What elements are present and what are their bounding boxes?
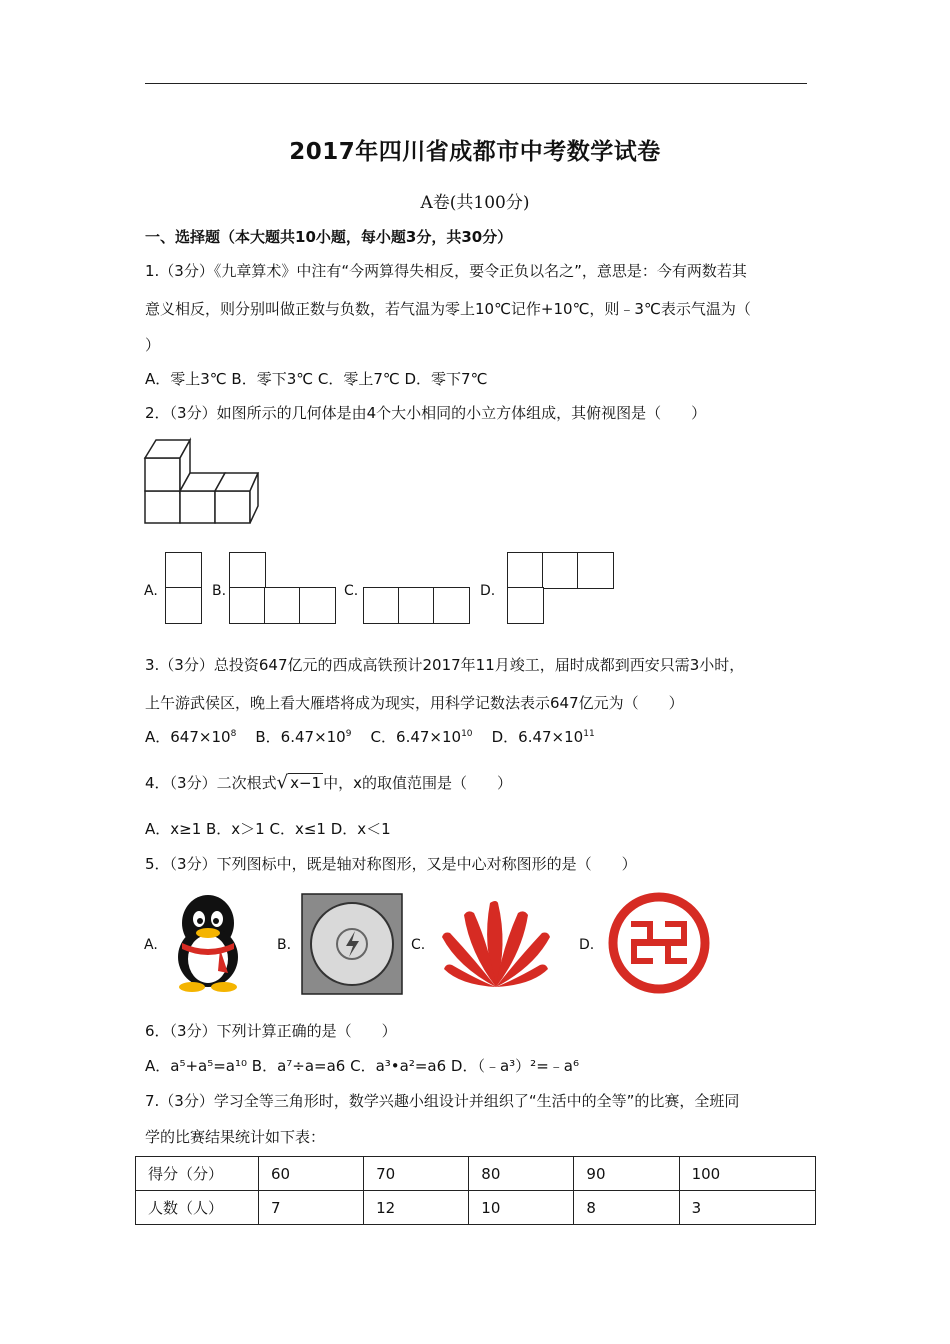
bank-logo-icon xyxy=(607,891,711,995)
q3-option-d-exp: 11 xyxy=(583,729,595,739)
q2-label-d: D. xyxy=(480,583,496,599)
q5-label-a: A. xyxy=(144,937,158,953)
table-cell: 8 xyxy=(574,1191,679,1225)
q3-line2: 上午游武侯区，晚上看大雁塔将成为现实，用科学记数法表示647亿元为（ ） xyxy=(145,694,684,712)
option-d-cell xyxy=(577,552,614,589)
table-cell: 100 xyxy=(679,1157,815,1191)
q3-option-c: C．6.47×10 xyxy=(370,728,462,746)
q4-radicand: x−1 xyxy=(290,774,322,792)
cube-figure-icon xyxy=(140,436,260,528)
q2-text: 2．（3分）如图所示的几何体是由4个大小相同的小立方体组成，其俯视图是（ ） xyxy=(145,404,707,422)
option-c-cell xyxy=(363,587,400,624)
q3-option-b-exp: 9 xyxy=(345,729,352,739)
q6-options: A．a⁵+a⁵=a¹⁰ B．a⁷÷a=a6 C．a³•a²=a6 D．（﹣a³）²=﹣a⁶ xyxy=(145,1057,579,1075)
page-title: 2017年四川省成都市中考数学试卷 xyxy=(289,139,661,165)
q1-options: A．零上3℃ B．零下3℃ C．零上7℃ D．零下7℃ xyxy=(145,370,488,388)
option-a-cell xyxy=(165,552,202,589)
q5-text: 5．（3分）下列图标中，既是轴对称图形，又是中心对称图形的是（ ） xyxy=(145,855,637,873)
q5-label-c: C. xyxy=(411,937,426,953)
option-b-cell xyxy=(264,587,301,624)
table-row xyxy=(136,1157,816,1191)
option-d-cell xyxy=(507,587,544,624)
q4-text xyxy=(145,772,512,793)
table-cell: 3 xyxy=(679,1191,815,1225)
page-subtitle: A卷(共100分) xyxy=(420,193,530,213)
option-a-cell xyxy=(165,587,202,624)
q5-label-d: D. xyxy=(579,937,595,953)
q3-option-b: B．6.47×10 xyxy=(255,728,346,746)
q3-options xyxy=(145,726,595,747)
option-d-cell xyxy=(507,552,544,589)
option-d-cell xyxy=(542,552,579,589)
sqrt-icon: √ xyxy=(276,772,289,793)
score-table xyxy=(135,1156,816,1225)
flower-logo-icon xyxy=(438,895,554,991)
q4-post: 中，x的取值范围是（ ） xyxy=(323,774,512,792)
q3-option-a-exp: 8 xyxy=(230,729,237,739)
q4-pre: 4．（3分）二次根式 xyxy=(145,774,277,792)
table-row xyxy=(136,1191,816,1225)
table-cell: 90 xyxy=(574,1157,679,1191)
q2-label-b: B. xyxy=(212,583,227,599)
penguin-icon xyxy=(168,893,248,993)
q7-line1: 7.（3分）学习全等三角形时，数学兴趣小组设计并组织了“生活中的全等”的比赛，全班同 xyxy=(145,1092,740,1110)
table-cell: 12 xyxy=(364,1191,469,1225)
table-cell: 10 xyxy=(469,1191,574,1225)
table-cell: 60 xyxy=(259,1157,364,1191)
option-b-cell xyxy=(299,587,336,624)
table-cell: 70 xyxy=(364,1157,469,1191)
q6-text: 6．（3分）下列计算正确的是（ ） xyxy=(145,1022,397,1040)
q4-options: A．x≥1 B．x＞1 C．x≤1 D．x＜1 xyxy=(145,820,391,838)
option-c-cell xyxy=(398,587,435,624)
table-cell: 7 xyxy=(259,1191,364,1225)
q7-line2: 学的比赛结果统计如下表： xyxy=(145,1128,326,1146)
table-cell: 人数（人） xyxy=(136,1191,259,1225)
q1-line3: ） xyxy=(145,336,161,354)
q3-option-a: A．647×10 xyxy=(145,728,231,746)
top-rule xyxy=(145,83,807,84)
q1-line1: 1.（3分）《九章算术》中注有“今两算得失相反，要令正负以名之”，意思是：今有两数若其 xyxy=(145,262,747,280)
option-b-cell xyxy=(229,587,266,624)
q2-label-a: A. xyxy=(144,583,158,599)
q3-option-c-exp: 10 xyxy=(461,729,473,739)
q1-line2: 意义相反，则分别叫做正数与负数，若气温为零上10℃记作+10℃，则﹣3℃表示气温为（ xyxy=(145,300,751,318)
lightning-button-icon xyxy=(301,893,403,995)
option-b-cell xyxy=(229,552,266,589)
q5-label-b: B. xyxy=(277,937,292,953)
option-c-cell xyxy=(433,587,470,624)
q2-label-c: C. xyxy=(344,583,359,599)
table-cell: 80 xyxy=(469,1157,574,1191)
q3-option-d: D．6.47×10 xyxy=(491,728,584,746)
table-cell: 得分（分） xyxy=(136,1157,259,1191)
q3-line1: 3.（3分）总投资647亿元的西成高铁预计2017年11月竣工，届时成都到西安只需3小时， xyxy=(145,656,745,674)
section-heading: 一、选择题（本大题共10小题，每小题3分，共30分） xyxy=(145,228,513,246)
